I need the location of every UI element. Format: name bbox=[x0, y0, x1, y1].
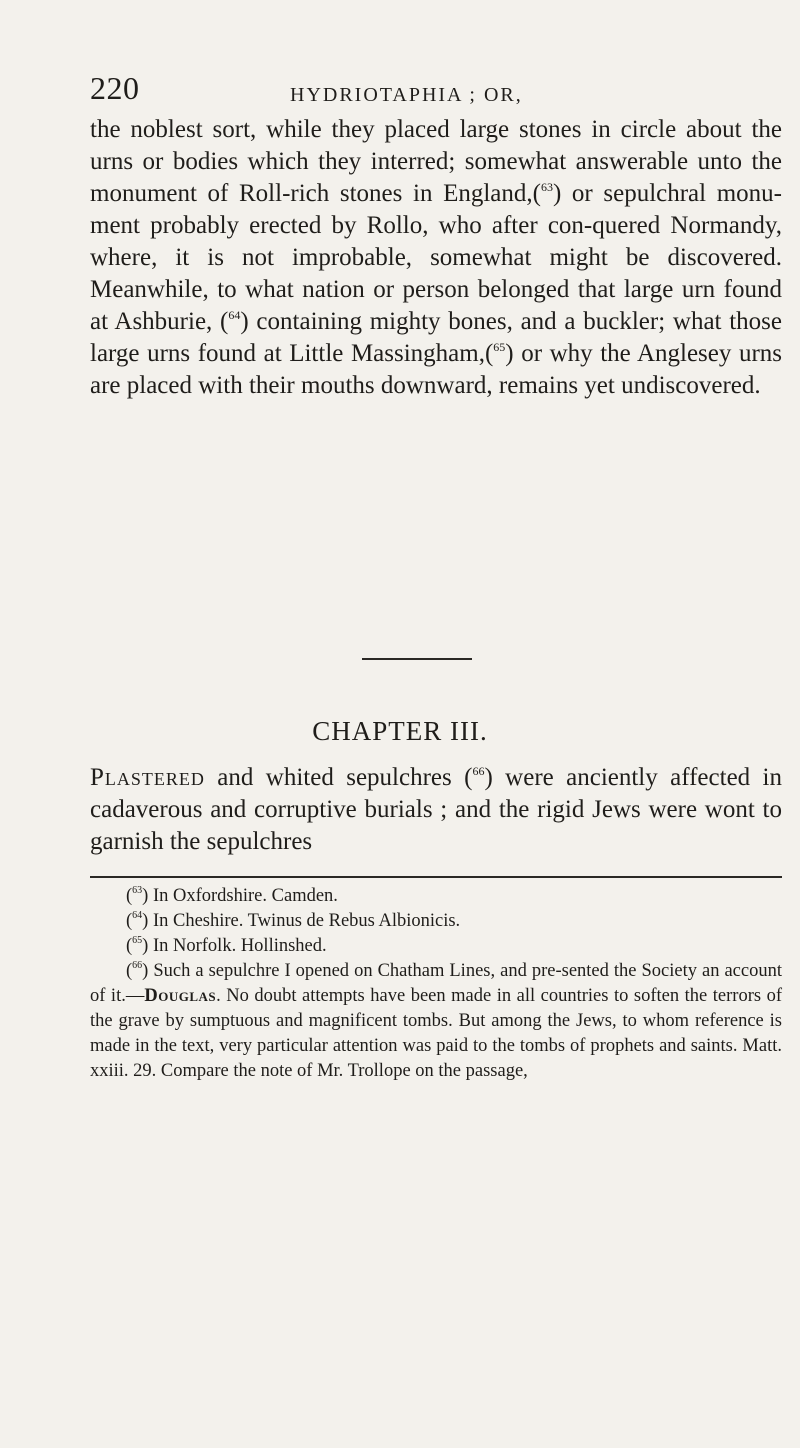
footnote: ($^{63}$) In Oxfordshire. Camden. bbox=[126, 885, 338, 906]
page-number: 220 bbox=[90, 70, 140, 106]
footnote-number: 65 bbox=[132, 935, 143, 946]
chapter-divider-rule bbox=[362, 658, 472, 660]
text-segment: ) containing mighty bones, and a buckler; what those large urns found at Little Massingham,( bbox=[90, 308, 782, 367]
running-head: HYDRIOTAPHIA ; OR, bbox=[290, 84, 523, 106]
page-header bbox=[90, 70, 780, 110]
footnote-number: 64 bbox=[132, 910, 143, 921]
text-segment: ) or sepulchral monu-ment probably erected by Rollo, who after con-quered Normandy, where, it is not improbable, somewhat might be discovered. Meanwhile, to what nation or person belonged that large urn found at Ashburie, ( bbox=[90, 180, 782, 335]
text-segment: ) were anciently affected in cadaverous and corruptive burials ; and the rigid Jews were wont to garnish the sepulchres bbox=[90, 764, 783, 855]
chapter-heading: CHAPTER III. bbox=[312, 716, 488, 746]
lead-word: Plastered bbox=[90, 764, 205, 791]
footnotes bbox=[90, 884, 782, 1084]
paragraph bbox=[90, 114, 782, 402]
footnote-ref-63: 63 bbox=[540, 180, 553, 194]
footnote-author: Douglas bbox=[144, 986, 217, 1006]
footnote-rule bbox=[90, 876, 782, 878]
footnote-ref-65: 65 bbox=[493, 340, 506, 354]
chapter-paragraph bbox=[90, 762, 782, 858]
chapter-text bbox=[90, 762, 782, 858]
footnote: ($^{66}$) Such a sepulchre I opened on Chatham Lines, and pre-sented the Society an account of it.—Douglas. No doubt attempts have been made in all countries to soften the terrors of the grave by sumptuous and magnificent tombs. But among the Jews, to whom reference is made in the text, very particular attention was paid to the tombs of prophets and saints. Matt. xxiii. 29. Compare the note of Mr. Trollope on the passage, bbox=[90, 960, 782, 1081]
footnote: ($^{64}$) In Cheshire. Twinus de Rebus Albionicis. bbox=[126, 910, 461, 931]
footnote-ref-66: 66 bbox=[472, 764, 485, 778]
text-segment: ) or why the Anglesey urns are placed with their mouths downward, remains yet undiscovered. bbox=[90, 340, 782, 399]
main-text bbox=[90, 114, 782, 402]
footnote-text: Such a sepulchre I opened on Chatham Lines, and pre-sented the Society an account of it.— bbox=[90, 961, 782, 1006]
text-segment: and whited sepulchres ( bbox=[204, 764, 473, 791]
footnote-text: In Norfolk. Hollinshed. bbox=[152, 936, 327, 956]
footnote-number: 63 bbox=[132, 885, 143, 896]
footnote-text: In Cheshire. Twinus de Rebus Albionicis. bbox=[152, 911, 461, 931]
footnote-ref-64: 64 bbox=[228, 308, 241, 322]
footnote-text: In Oxfordshire. Camden. bbox=[152, 886, 338, 906]
footnote-number: 66 bbox=[132, 960, 143, 971]
text-segment: the noblest sort, while they placed large stones in circle about the urns or bodies which they interred; somewhat answerable unto the monument of Roll-rich stones in England,( bbox=[90, 116, 782, 207]
footnote-text: . No doubt attempts have been made in all countries to soften the terrors of the grave by sumptuous and magnificent tombs. But among the Jews, to whom reference is made in the text, very particular attention was paid to the tombs of prophets and saints. Matt. xxiii. 29. Compare the note of Mr. Trollope on the passage, bbox=[90, 986, 782, 1081]
footnote: ($^{65}$) In Norfolk. Hollinshed. bbox=[126, 935, 327, 956]
